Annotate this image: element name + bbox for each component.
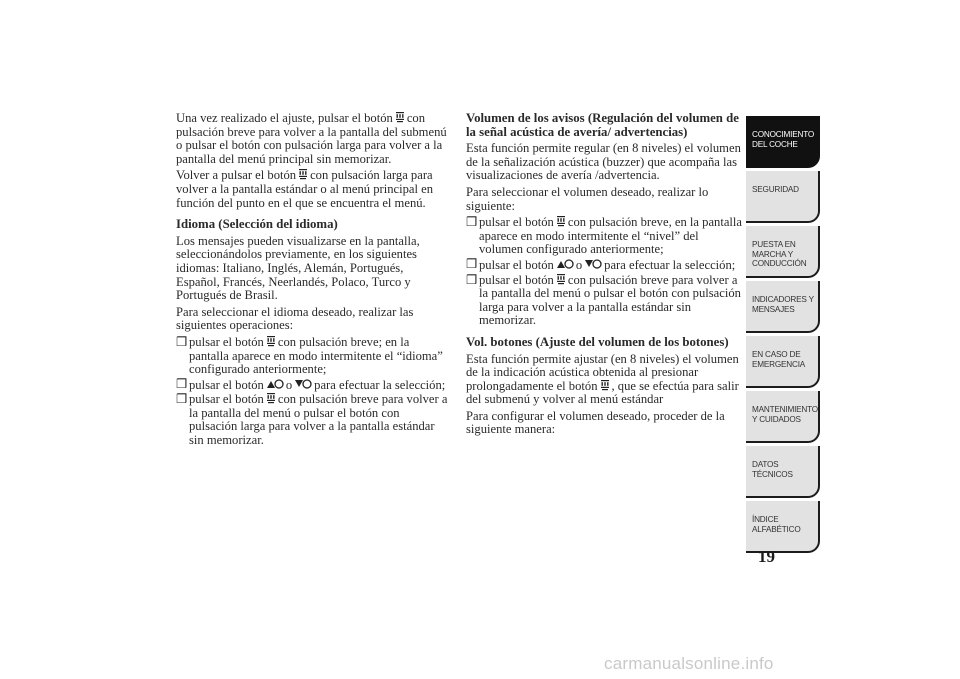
- bullet-mark: ❒: [176, 334, 188, 349]
- chapter-tabs: [746, 116, 820, 556]
- page-number: 19: [758, 547, 775, 566]
- paragraph: Para configurar el volumen deseado, proceder de la siguiente manera:: [466, 408, 725, 437]
- bullet-mark: ❒: [466, 256, 478, 271]
- menu-esc-icon: [266, 393, 276, 404]
- bullet-mark: ❒: [466, 215, 478, 230]
- list-item: ❒ pulsar el botón o para efectuar la selección;: [466, 256, 736, 272]
- list-item: ❒ pulsar el botón con pulsación breve; en la pantalla aparece en modo intermitente el “idioma” configurado anteriormente;: [176, 334, 443, 377]
- menu-esc-icon: [266, 336, 276, 347]
- section-heading-idioma: Idioma (Selección del idioma): [176, 217, 338, 232]
- tab-datos-tecnicos[interactable]: DATOS TÉCNICOS: [746, 446, 820, 498]
- paragraph: Para seleccionar el volumen deseado, realizar lo siguiente:: [466, 184, 709, 213]
- tab-indicadores-y-mensajes[interactable]: INDICADORES Y MENSAJES: [746, 281, 820, 333]
- menu-esc-icon: [556, 274, 566, 285]
- bullet-mark: ❒: [176, 392, 188, 407]
- section-heading-volumen-avisos: Volumen de los avisos (Regulación del volumen de la señal acústica de avería/ advertencias): [466, 111, 739, 139]
- section-heading-vol-botones: Vol. botones (Ajuste del volumen de los botones): [466, 334, 729, 349]
- tab-seguridad[interactable]: SEGURIDAD: [746, 171, 820, 223]
- tab-mantenimiento-y-cuidados[interactable]: MANTENIMIENTO Y CUIDADOS: [746, 391, 820, 443]
- paragraph: Esta función permite regular (en 8 niveles) el volumen de la señalización acústica (buzzer) que acompaña las visualizaciones de avería /advertencia.: [466, 141, 741, 183]
- menu-esc-icon: [556, 216, 566, 227]
- list-item: ❒ pulsar el botón con pulsación breve para volver a la pantalla del menú o pulsar el botón con pulsación larga para volver a la pantalla estándar sin memorizar.: [176, 392, 448, 448]
- tab-conocimiento-del-coche[interactable]: CONOCIMIENTO DEL COCHE: [746, 116, 820, 168]
- up-button-icon: [266, 378, 284, 390]
- menu-esc-icon: [298, 169, 308, 180]
- list-item: ❒ pulsar el botón con pulsación breve, en la pantalla aparece en modo intermitente el “nivel” del volumen configurado anteriormente;: [466, 215, 743, 257]
- list-item: ❒ pulsar el botón o para efectuar la selección;: [176, 376, 446, 392]
- menu-esc-icon: [395, 112, 405, 123]
- tab-en-caso-de-emergencia[interactable]: EN CASO DE EMERGENCIA: [746, 336, 820, 388]
- paragraph: Para seleccionar el idioma deseado, realizar las siguientes operaciones:: [176, 304, 414, 333]
- paragraph: Volver a pulsar el botón con pulsación larga para volver a la pantalla estándar o al menú principal en función del punto en el que se encuentra el menú.: [176, 168, 434, 210]
- list-item: ❒ pulsar el botón con pulsación breve para volver a la pantalla del menú o pulsar el botón con pulsación larga para volver a la pantalla estándar sin memorizar.: [466, 272, 741, 328]
- watermark: carmanualsonline.info: [604, 654, 774, 673]
- down-button-icon: [294, 378, 312, 390]
- tab-puesta-en-marcha[interactable]: PUESTA EN MARCHA Y CONDUCCIÓN: [746, 226, 820, 278]
- up-button-icon: [556, 258, 574, 270]
- bullet-mark: ❒: [176, 376, 188, 391]
- down-button-icon: [584, 258, 602, 270]
- right-column: [466, 112, 742, 440]
- paragraph: Los mensajes pueden visualizarse en la pantalla, seleccionándolos previamente, en los siguientes idiomas: Italiano, Inglés, Alemán, Portugués, Español, Francés, Neerlandés, Polaco, Turco y Portugués de Brasil.: [176, 233, 420, 303]
- menu-esc-icon: [600, 380, 610, 391]
- paragraph: Una vez realizado el ajuste, pulsar el botón con pulsación breve para volver a la pantalla del submenú o pulsar el botón con pulsación larga para volver a la pantalla del menú principal sin memorizar.: [176, 111, 447, 166]
- paragraph: Esta función permite ajustar (en 8 niveles) el volumen de la indicación acústica obtenida al presionar prolongadamente el botón , que se efectúa para salir del submenú y volver al menú estándar: [466, 351, 739, 407]
- tab-indice-alfabetico[interactable]: ÍNDICE ALFABÉTICO: [746, 501, 820, 553]
- bullet-mark: ❒: [466, 272, 478, 287]
- left-column: [176, 112, 448, 449]
